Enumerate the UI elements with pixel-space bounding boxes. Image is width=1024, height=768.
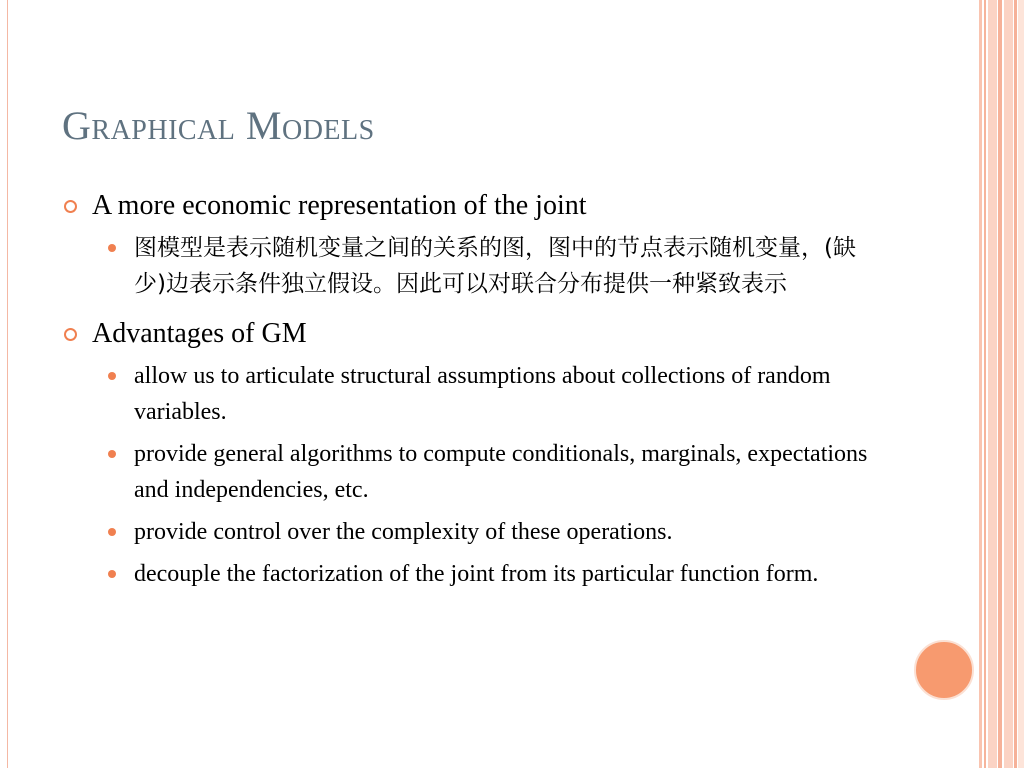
bullet-text: decouple the factorization of the joint from its particular function form. — [134, 561, 819, 587]
decorative-stripe — [979, 0, 982, 768]
slide-body — [62, 188, 882, 598]
bullet-level2 — [62, 514, 882, 550]
decorative-circle — [914, 640, 974, 700]
section-heading: Advantages of GM — [92, 318, 307, 349]
dot-bullet-icon — [108, 372, 116, 380]
dot-bullet-icon — [108, 244, 116, 252]
bullet-level1 — [62, 188, 882, 224]
ring-bullet-icon — [64, 200, 77, 213]
dot-bullet-icon — [108, 450, 116, 458]
bullet-level2 — [62, 436, 882, 508]
slide-title: Graphical Models — [62, 103, 375, 148]
dot-bullet-icon — [108, 528, 116, 536]
dot-bullet-icon — [108, 570, 116, 578]
bullet-level2 — [62, 230, 882, 302]
bullet-level2 — [62, 556, 882, 592]
section-heading: A more economic representation of the joint — [92, 190, 587, 221]
decorative-stripe — [998, 0, 1002, 768]
ring-bullet-icon — [64, 328, 77, 341]
bullet-level1 — [62, 316, 882, 352]
bullet-level2 — [62, 358, 882, 430]
decorative-stripe — [988, 0, 997, 768]
decorative-stripe — [1004, 0, 1013, 768]
decorative-stripe — [1018, 0, 1024, 768]
bullet-text: provide control over the complexity of these operations. — [134, 519, 673, 545]
left-border-line — [7, 0, 8, 768]
bullet-text: provide general algorithms to compute conditionals, marginals, expectations and independencies, etc. — [134, 441, 868, 503]
bullet-text: 图模型是表示随机变量之间的关系的图，图中的节点表示随机变量，(缺少)边表示条件独立假设。因此可以对联合分布提供一种紧致表示 — [134, 235, 856, 297]
decorative-stripe — [1014, 0, 1017, 768]
bullet-text: allow us to articulate structural assumptions about collections of random variables. — [134, 363, 831, 425]
decorative-stripe — [984, 0, 986, 768]
